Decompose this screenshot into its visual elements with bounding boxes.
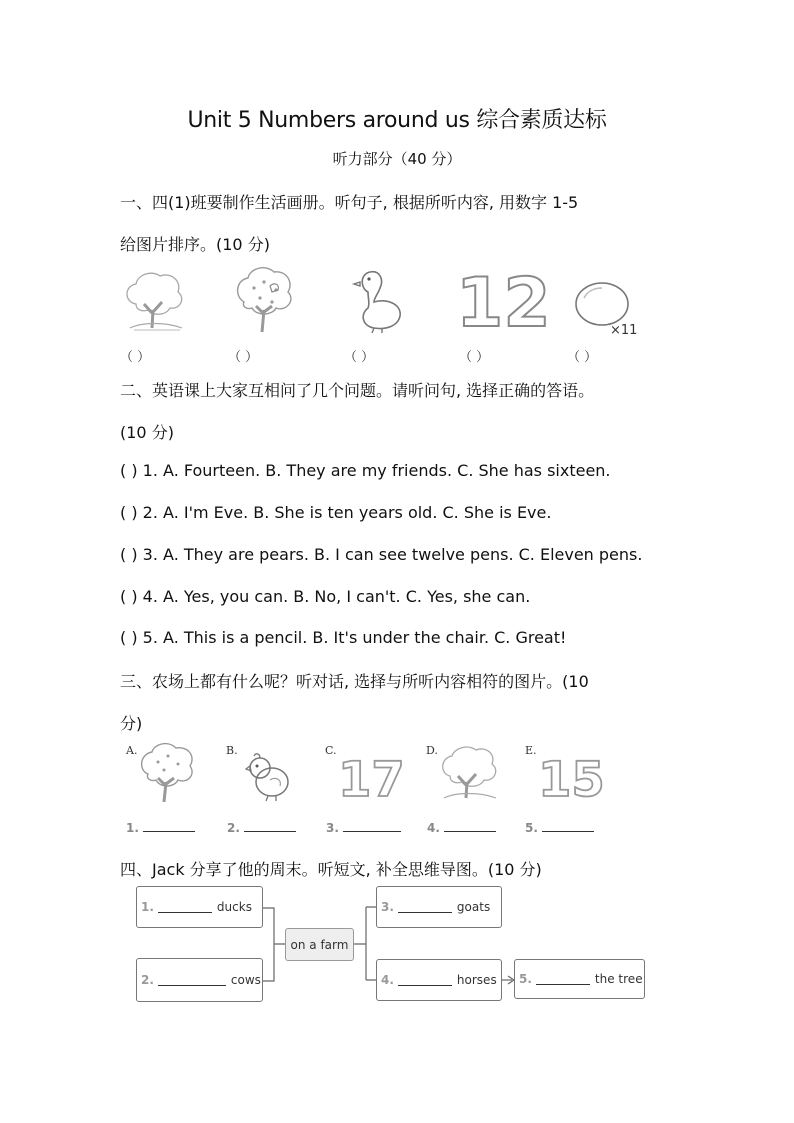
answer-blank[interactable]: [398, 975, 452, 986]
match-blank-3[interactable]: 3.: [326, 821, 401, 835]
match-blank-5[interactable]: 5.: [525, 821, 594, 835]
egg-count-text: ×11: [610, 323, 638, 338]
mindmap-box-2: [136, 958, 263, 1002]
mindmap-center: [285, 928, 354, 961]
question-text: 4. A. Yes, you can. B. No, I can't. C. Yes, she can.: [142, 587, 531, 606]
answer-blank[interactable]: [398, 902, 452, 913]
mindmap-box-1: [136, 886, 263, 928]
page-subtitle: 听力部分（40 分）: [332, 150, 462, 168]
answer-paren-4[interactable]: （ ）: [459, 350, 490, 365]
box-word: goats: [456, 900, 491, 914]
answer-paren[interactable]: ( ): [120, 461, 138, 480]
mindmap-box-3: [376, 886, 502, 928]
answer-paren-2[interactable]: （ ）: [228, 350, 259, 365]
question-text: 5. A. This is a pencil. B. It's under the chair. C. Great!: [142, 628, 567, 647]
page-title: Unit 5 Numbers around us 综合素质达标: [187, 108, 607, 133]
number-twelve-text: 12: [456, 264, 551, 343]
question-text: 2. A. I'm Eve. B. She is ten years old. C. She is Eve.: [142, 503, 552, 522]
option-letter-d: D.: [426, 744, 438, 757]
answer-paren[interactable]: ( ): [120, 545, 138, 564]
box-number: 1.: [141, 900, 154, 914]
box-number: 4.: [381, 973, 394, 987]
match-blank-2[interactable]: 2.: [227, 821, 296, 835]
number-seventeen-text: 17: [338, 752, 405, 808]
box-word: the tree: [594, 972, 643, 986]
section4-instruction: 四、Jack 分享了他的周末。听短文, 补全思维导图。(10 分): [120, 860, 542, 879]
answer-blank[interactable]: [536, 974, 590, 985]
option-letter-c: C.: [325, 744, 337, 757]
section2-instruction-line2: (10 分): [120, 423, 174, 442]
match-blank-4[interactable]: 4.: [427, 821, 496, 835]
section1-instruction-line2: 给图片排序。(10 分): [120, 235, 270, 254]
mindmap-box-4: [376, 959, 502, 1001]
answer-blank[interactable]: [158, 902, 212, 913]
option-letter-b: B.: [226, 744, 238, 757]
answer-blank[interactable]: [158, 975, 226, 986]
section1-instruction-line1: 一、四(1)班要制作生活画册。听句子, 根据所听内容, 用数字 1-5: [120, 193, 579, 212]
section3-instruction-line1: 三、农场上都有什么呢？听对话, 选择与所听内容相符的图片。(10: [120, 672, 589, 691]
number-fifteen-text: 15: [538, 752, 605, 808]
box-number: 5.: [519, 972, 532, 986]
answer-paren[interactable]: ( ): [120, 587, 138, 606]
box-number: 3.: [381, 900, 394, 914]
answer-paren-3[interactable]: （ ）: [344, 350, 375, 365]
match-blank-1[interactable]: 1.: [126, 821, 195, 835]
question-text: 1. A. Fourteen. B. They are my friends. C. She has sixteen.: [142, 461, 611, 480]
answer-paren-5[interactable]: （ ）: [567, 350, 598, 365]
box-word: horses: [456, 973, 497, 987]
section3-instruction-line2: 分): [120, 714, 143, 733]
box-word: ducks: [216, 900, 252, 914]
question-text: 3. A. They are pears. B. I can see twelve pens. C. Eleven pens.: [142, 545, 643, 564]
mindmap-box-5: [514, 959, 645, 999]
answer-paren[interactable]: ( ): [120, 503, 138, 522]
section2-instruction-line1: 二、英语课上大家互相问了几个问题。请听问句, 选择正确的答语。: [120, 381, 595, 400]
center-label: on a farm: [290, 937, 349, 952]
answer-paren[interactable]: ( ): [120, 628, 138, 647]
answer-paren-1[interactable]: （ ）: [120, 350, 151, 365]
option-letter-e: E.: [525, 744, 537, 757]
box-number: 2.: [141, 973, 154, 987]
box-word: cows: [230, 973, 261, 987]
option-letter-a: A.: [126, 744, 138, 757]
